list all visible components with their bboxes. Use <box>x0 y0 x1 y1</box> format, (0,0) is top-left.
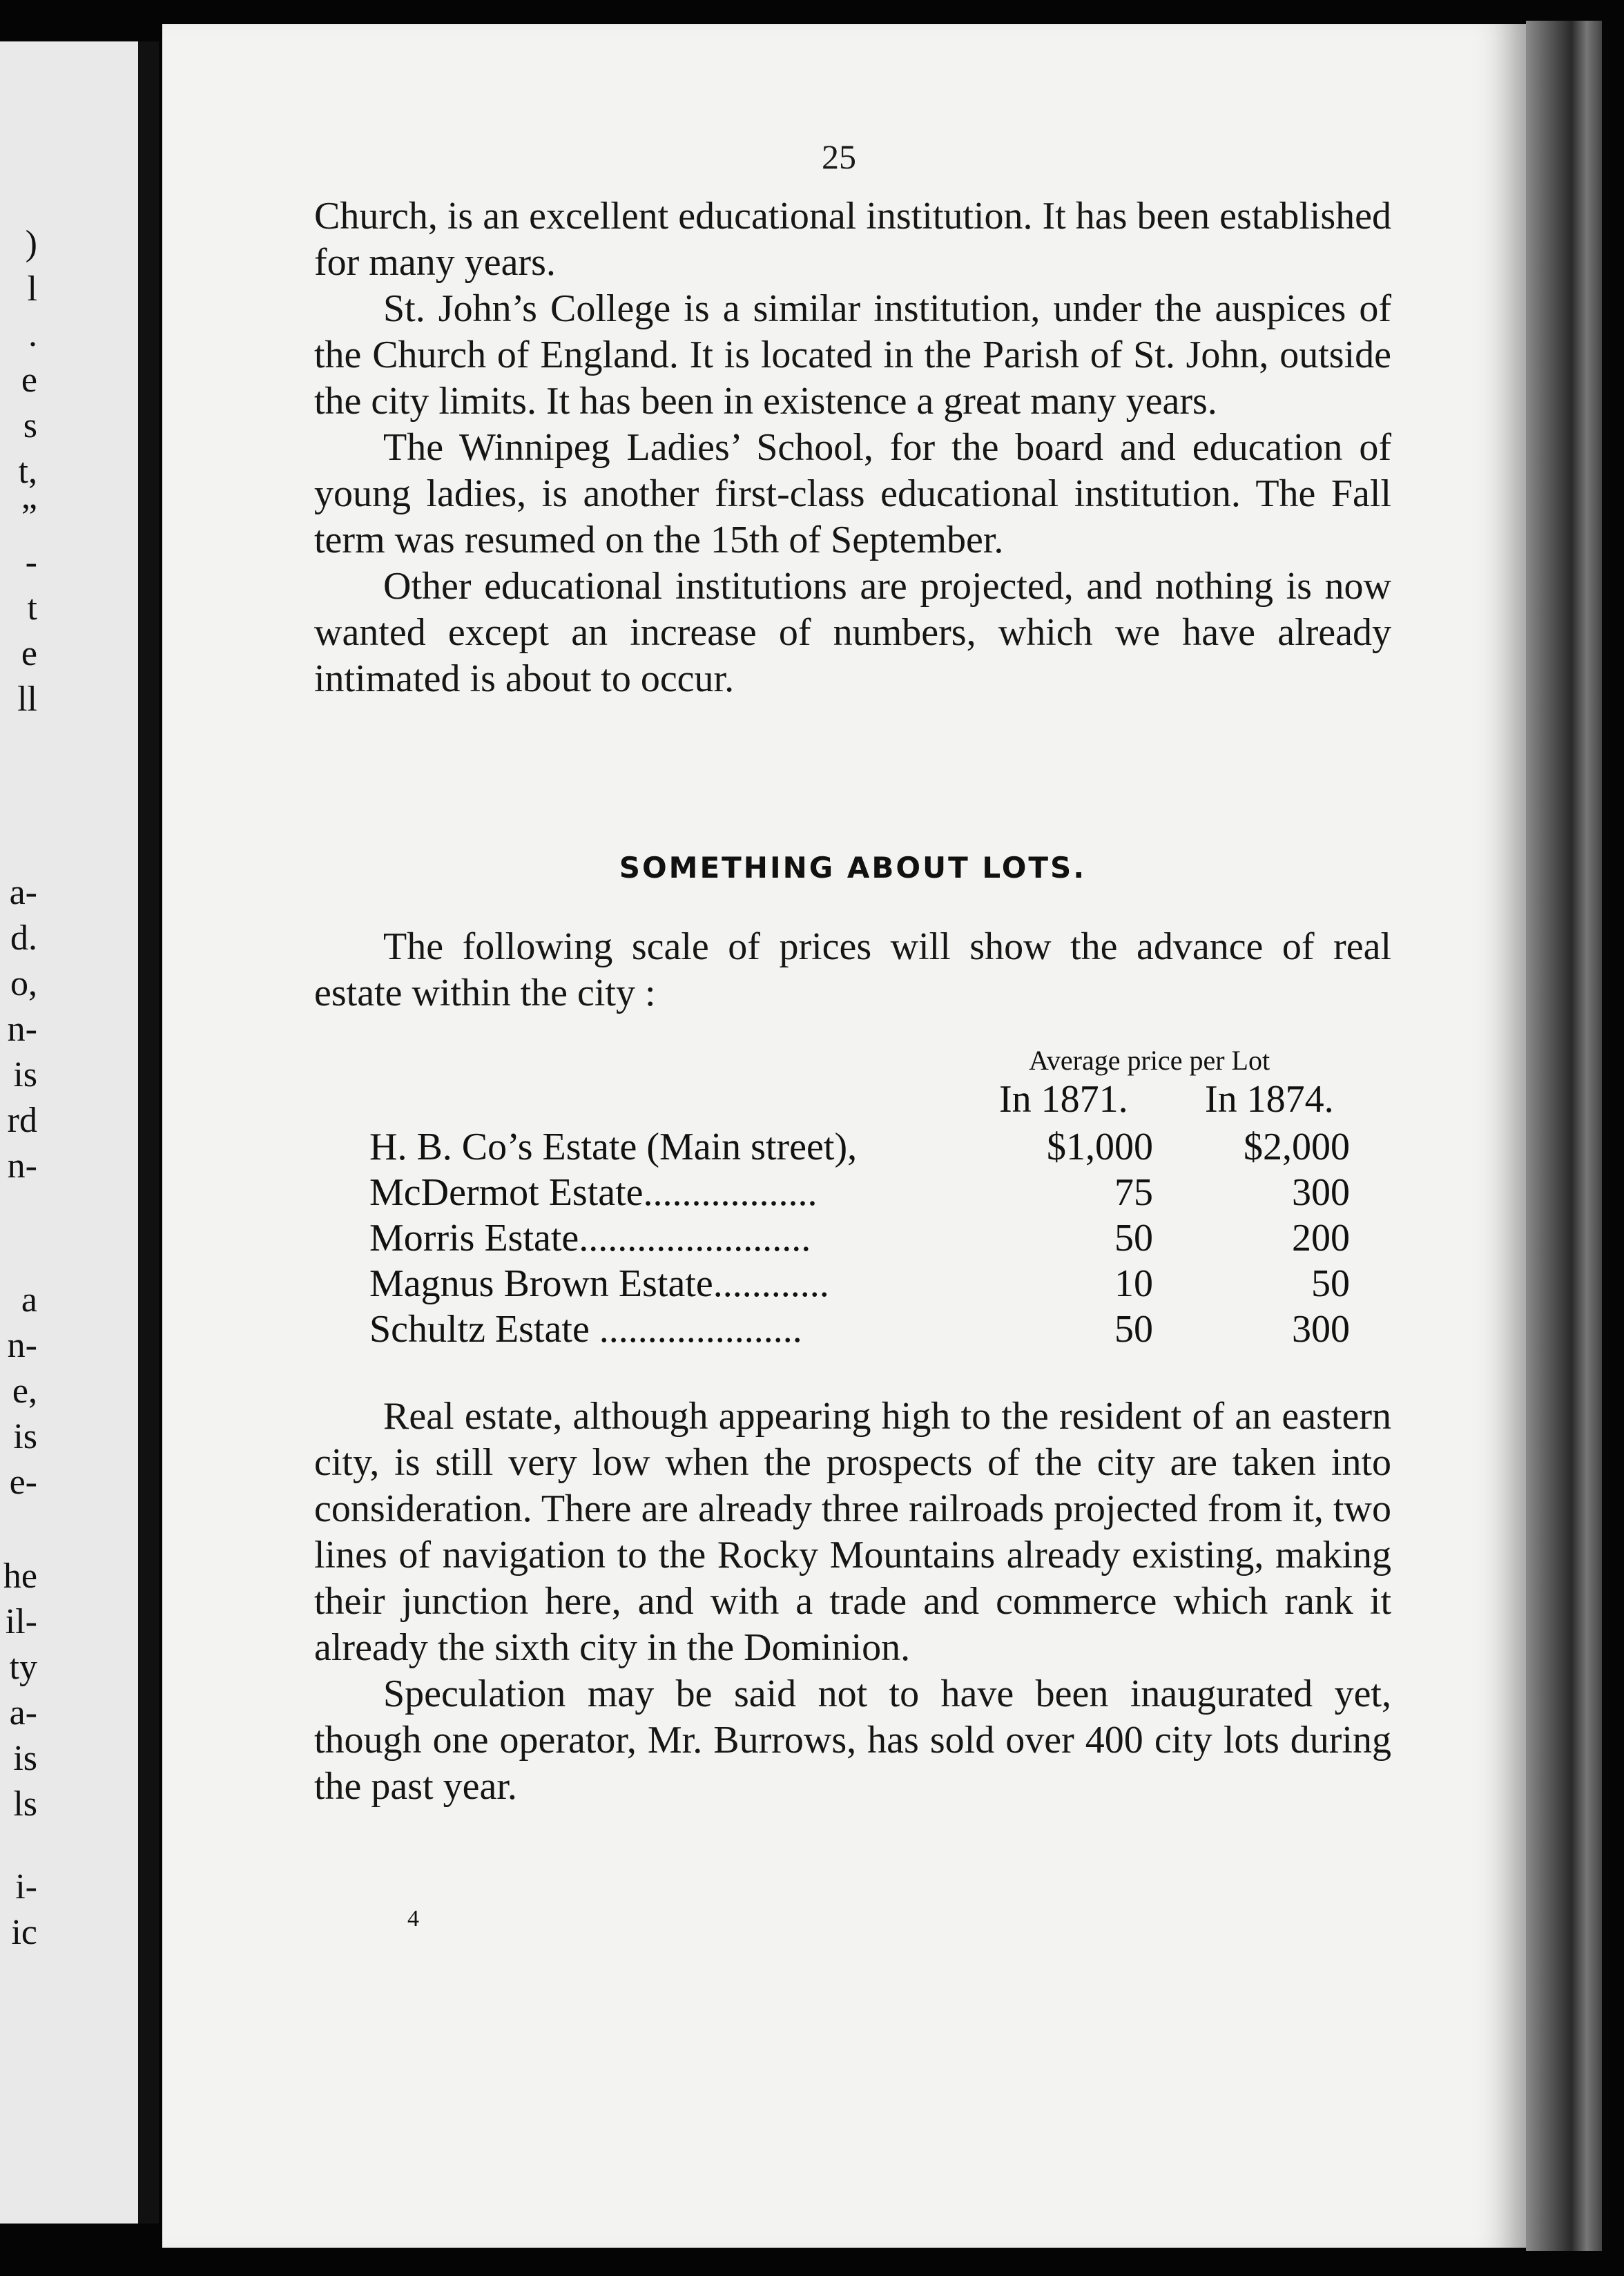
estate-name: Morris Estate........................ <box>369 1217 811 1260</box>
bottom-text-block <box>314 1393 1391 1810</box>
price-1874: 50 <box>1311 1262 1350 1305</box>
column-header-1874: In 1874. <box>1205 1078 1334 1121</box>
paragraph: The Winnipeg Ladies’ School, for the board and education of young ladies, is another first-class educational institution. The Fall term was resumed on the 15th of September. <box>314 426 1391 561</box>
price-1871: 50 <box>1114 1308 1153 1351</box>
price-1871: $1,000 <box>1047 1126 1153 1168</box>
left-page-text-fragment: a n- e, is e- <box>7 1280 37 1502</box>
intro-text <box>314 924 1391 1016</box>
paragraph: Real estate, although appearing high to the resident of an eastern city, is still very low when the prospects of the city are taken into consideration. There are already three railroads projected from it, two lines of navigation to the Rocky Mountains already existing, making their junction here, and with a trade and commerce which rank it already the sixth city in the Dominion. <box>314 1395 1391 1669</box>
section-heading: SOMETHING ABOUT LOTS. <box>619 851 1087 885</box>
estate-name: Schultz Estate ..................... <box>369 1308 802 1351</box>
table-row <box>369 1170 1350 1215</box>
price-1874: 300 <box>1292 1171 1350 1214</box>
price-1871: 75 <box>1114 1171 1153 1214</box>
paragraph: Church, is an excellent educational institution. It has been established for many years. <box>314 195 1391 284</box>
left-page-text-fragment: i- ic <box>11 1867 37 1952</box>
page-number: 25 <box>822 137 856 176</box>
estate-name: McDermot Estate.................. <box>369 1171 818 1214</box>
paragraph: St. John’s College is a similar institution, under the auspices of the Church of England. It is located in the Parish of St. John, outside the city limits. It has been in existence a great many years. <box>314 287 1391 423</box>
price-1874: 300 <box>1292 1308 1350 1351</box>
price-table <box>369 1124 1350 1352</box>
table-row <box>369 1124 1350 1170</box>
paragraph: Other educational institutions are projected, and nothing is now wanted except an increase of numbers, which we have already intimated is about to occur. <box>314 565 1391 700</box>
top-text-block <box>314 193 1391 702</box>
table-row <box>369 1215 1350 1261</box>
table-row <box>369 1306 1350 1352</box>
left-page-text-fragment: he il- ty a- is ls <box>3 1556 37 1824</box>
signature-mark: 4 <box>407 1906 419 1931</box>
price-1871: 10 <box>1114 1262 1153 1305</box>
paragraph: Speculation may be said not to have been inaugurated yet, though one operator, Mr. Burrows, has sold over 400 city lots during the past year. <box>314 1672 1391 1808</box>
estate-name: Magnus Brown Estate............ <box>369 1262 829 1305</box>
price-1874: 200 <box>1292 1217 1350 1260</box>
table-row <box>369 1261 1350 1306</box>
paragraph: The following scale of prices will show the advance of real estate within the city : <box>314 925 1391 1014</box>
left-page-text-fragment: a- d. o, n- is rd n- <box>7 873 37 1186</box>
page-edge-stack <box>1526 21 1602 2251</box>
estate-name: H. B. Co’s Estate (Main street), <box>369 1126 858 1168</box>
left-page-text-fragment: ) l . e s t, ” - t e ll <box>17 224 37 719</box>
price-1871: 50 <box>1114 1217 1153 1260</box>
table-caption: Average price per Lot <box>1029 1045 1270 1076</box>
column-header-1871: In 1871. <box>999 1078 1128 1121</box>
price-1874: $2,000 <box>1244 1126 1350 1168</box>
left-page-gutter <box>138 41 159 2224</box>
